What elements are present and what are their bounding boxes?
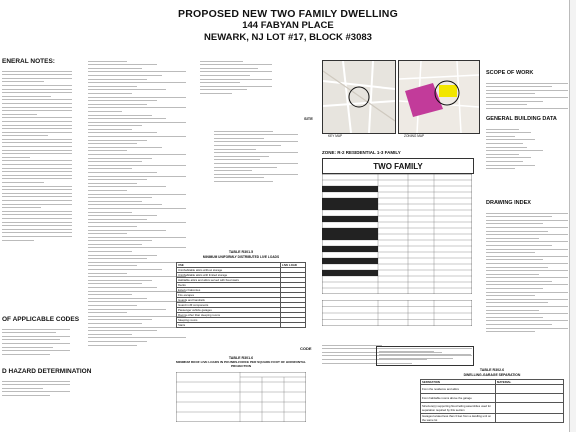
fire-notes-box (376, 346, 474, 366)
table-row: Habitable attics and attics served with fixed stairs (177, 278, 281, 283)
zoning-table (322, 174, 472, 299)
two-family-box (322, 158, 474, 174)
table-row: Exterior balconies (177, 288, 281, 293)
general-notes-heading: ENERAL NOTES: (2, 58, 55, 65)
table-row: Fire escapes (177, 293, 281, 298)
dig-notes (200, 58, 272, 97)
table-r302-6-title: TABLE R302.6 (479, 368, 505, 372)
hazard-heading: D HAZARD DETERMINATION (2, 368, 92, 375)
site-label: SITE (304, 116, 313, 121)
table-row: Guards and handrails (177, 298, 281, 303)
table-r302-6-subtitle: DWELLING-GARAGE SEPARATION (463, 373, 521, 377)
table-r301-6-subtitle: MINIMUM ROOF LIVE LOADS IN POUNDS-FORCE PER SQUARE FOOT OF HORIZONTAL PROJECTION (176, 360, 306, 368)
project-lot-block: NEWARK, NJ LOT #17, BLOCK #3083 (204, 32, 372, 43)
code-label: CODE (300, 346, 312, 351)
key-map (322, 60, 396, 134)
zoning-map (398, 60, 480, 134)
col-material: MATERIAL (496, 380, 564, 385)
design-standard-table (322, 300, 472, 331)
two-family-label: TWO FAMILY (373, 161, 423, 171)
scope-heading: SCOPE OF WORK (486, 70, 534, 76)
live-load-table (176, 262, 306, 328)
table-row: Rooms other than sleeping rooms (177, 313, 281, 318)
col-live-load: LIVE LOAD (281, 263, 306, 268)
table-row: Passenger vehicle garages (177, 308, 281, 313)
table-r301-5-title: TABLE R301.5 (228, 250, 254, 254)
col-separation: SEPARATION (421, 380, 496, 385)
table-row: Garages located less than 3 feet from a dwelling unit on the same lot (421, 414, 496, 423)
scope-text (486, 80, 568, 111)
building-data-heading: GENERAL BUILDING DATA (486, 116, 557, 122)
drawing-index-heading: DRAWING INDEX (486, 200, 531, 206)
applicable-codes-list (2, 326, 70, 357)
table-row: Uninhabitable attics without storage (177, 268, 281, 273)
table-r301-5-subtitle: MINIMUM UNIFORMLY DISTRIBUTED LIVE LOADS (202, 255, 280, 259)
table-row: Sleeping rooms (177, 318, 281, 323)
col-use: USE (177, 263, 281, 268)
table-row: From habitable rooms above the garage (421, 394, 496, 403)
table-row: Decks (177, 283, 281, 288)
building-data-text (486, 126, 568, 172)
applicable-codes-heading: OF APPLICABLE CODES (2, 316, 80, 323)
zone-heading: ZONE: R-2 RESIDENTIAL 1-3 FAMILY (322, 150, 401, 155)
project-address: 144 FABYAN PLACE (242, 20, 334, 31)
table-r301-6-title: TABLE R301.6 (228, 356, 254, 360)
title-block-strip (569, 0, 576, 432)
fire-resistance-notes (214, 128, 298, 185)
key-map-label: KEY MAP (328, 134, 343, 138)
page-title: PROPOSED NEW TWO FAMILY DWELLING (178, 8, 398, 20)
table-row: From the residence and attics (421, 385, 496, 394)
roof-load-table (176, 372, 306, 427)
general-notes-text (2, 68, 72, 243)
drawing-index-list (486, 210, 568, 335)
table-row: Structure(s) supporting floor/ceiling assemblies used for separation required by this section (421, 403, 496, 414)
garage-separation-table (420, 379, 564, 423)
table-row: Stairs (177, 323, 281, 328)
table-row: Uninhabitable attics with limited storage (177, 273, 281, 278)
hazard-text (2, 378, 70, 399)
height-area-text (88, 58, 186, 348)
zoning-map-label: ZONING MAP (404, 134, 425, 138)
table-row: Guard in-fill components (177, 303, 281, 308)
